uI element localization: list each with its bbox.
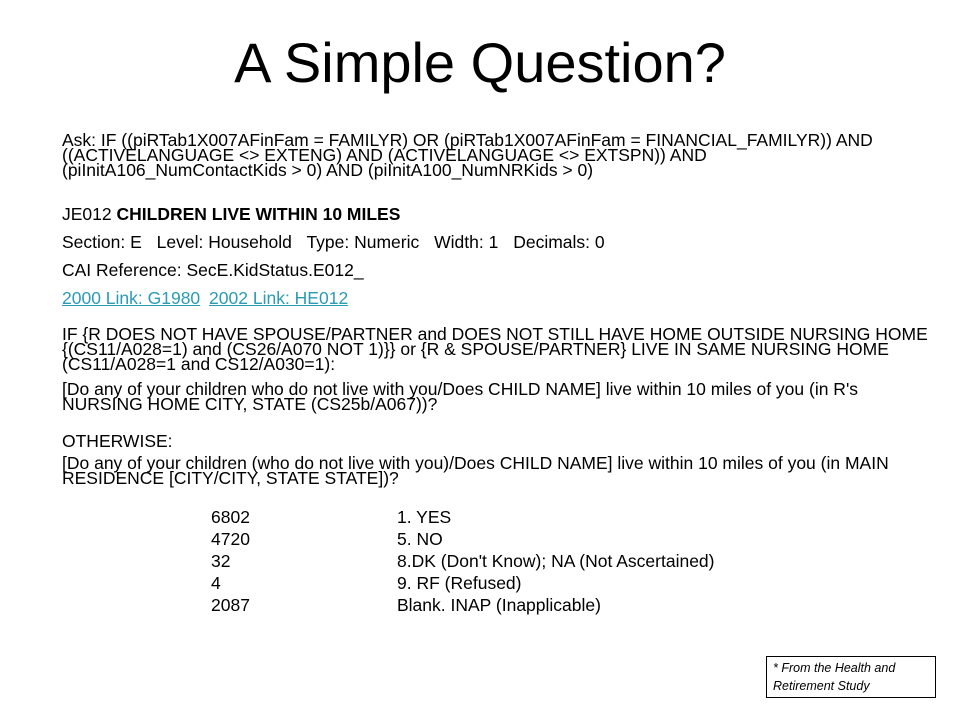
code-label: 9. RF (Refused) xyxy=(397,573,522,593)
code-count: 32 xyxy=(211,551,231,571)
code-row xyxy=(211,506,934,528)
ask-condition: Ask: IF ((piRTab1X007AFinFam = FAMILYR) OR (piRTab1X007AFinFam = FINANCIAL_FAMILYR)) AND ((ACTIVELANGUAGE <> EXTENG) AND (ACTIVELANGUAGE <> EXTSPN)) AND (piInitA106_NumContactKids > 0) AND (piInitA100_NumNRKids > 0) xyxy=(62,130,873,180)
link-row xyxy=(62,287,934,309)
code-count: 2087 xyxy=(211,595,250,615)
code-label: Blank. INAP (Inapplicable) xyxy=(397,595,601,615)
response-codes xyxy=(211,506,934,616)
variable-name: CHILDREN LIVE WITHIN 10 MILES xyxy=(116,204,401,224)
question-text-1: [Do any of your children who do not live with you/Does CHILD NAME] live within 10 miles of you (in R's NURSING HOME CITY, STATE (CS25b/A067))? xyxy=(62,379,859,414)
meta-decimals: Decimals: 0 xyxy=(513,232,605,252)
code-label: 1. YES xyxy=(397,507,452,527)
meta-width: Width: 1 xyxy=(434,232,499,252)
meta-level: Level: Household xyxy=(156,232,292,252)
code-row xyxy=(211,572,934,594)
page-title: A Simple Question? xyxy=(234,31,726,94)
source-note: * From the Health and Retirement Study xyxy=(766,656,936,698)
code-label: 5. NO xyxy=(397,529,443,549)
variable-code: JE012 xyxy=(62,204,112,224)
question-condition: IF {R DOES NOT HAVE SPOUSE/PARTNER and DOES NOT STILL HAVE HOME OUTSIDE NURSING HOME {(CS11/A028=1) and (CS26/A070 NOT 1)}} or {R & SPOUSE/PARTNER} LIVE IN SAME NURSING HOME (CS11/A028=1 and CS12/A030=1): xyxy=(62,324,928,374)
link-2000[interactable]: 2000 Link: G1980 xyxy=(62,288,201,308)
otherwise-label: OTHERWISE: xyxy=(62,431,173,451)
variable-meta xyxy=(62,231,934,253)
code-count: 6802 xyxy=(211,507,250,527)
variable-heading xyxy=(62,203,934,225)
code-row xyxy=(211,550,934,572)
code-count: 4 xyxy=(211,573,221,593)
code-label: 8.DK (Don't Know); NA (Not Ascertained) xyxy=(397,551,715,571)
question-text-2: [Do any of your children (who do not live with you)/Does CHILD NAME] live within 10 miles of you (in MAIN RESIDENCE [CITY/CITY, STATE STATE])? xyxy=(62,453,889,488)
codebook-entry xyxy=(62,130,934,616)
link-2002[interactable]: 2002 Link: HE012 xyxy=(209,288,349,308)
code-row xyxy=(211,594,934,616)
meta-type: Type: Numeric xyxy=(306,232,420,252)
code-count: 4720 xyxy=(211,529,250,549)
code-row xyxy=(211,528,934,550)
meta-section: Section: E xyxy=(62,232,142,252)
cai-reference: CAI Reference: SecE.KidStatus.E012_ xyxy=(62,260,364,280)
